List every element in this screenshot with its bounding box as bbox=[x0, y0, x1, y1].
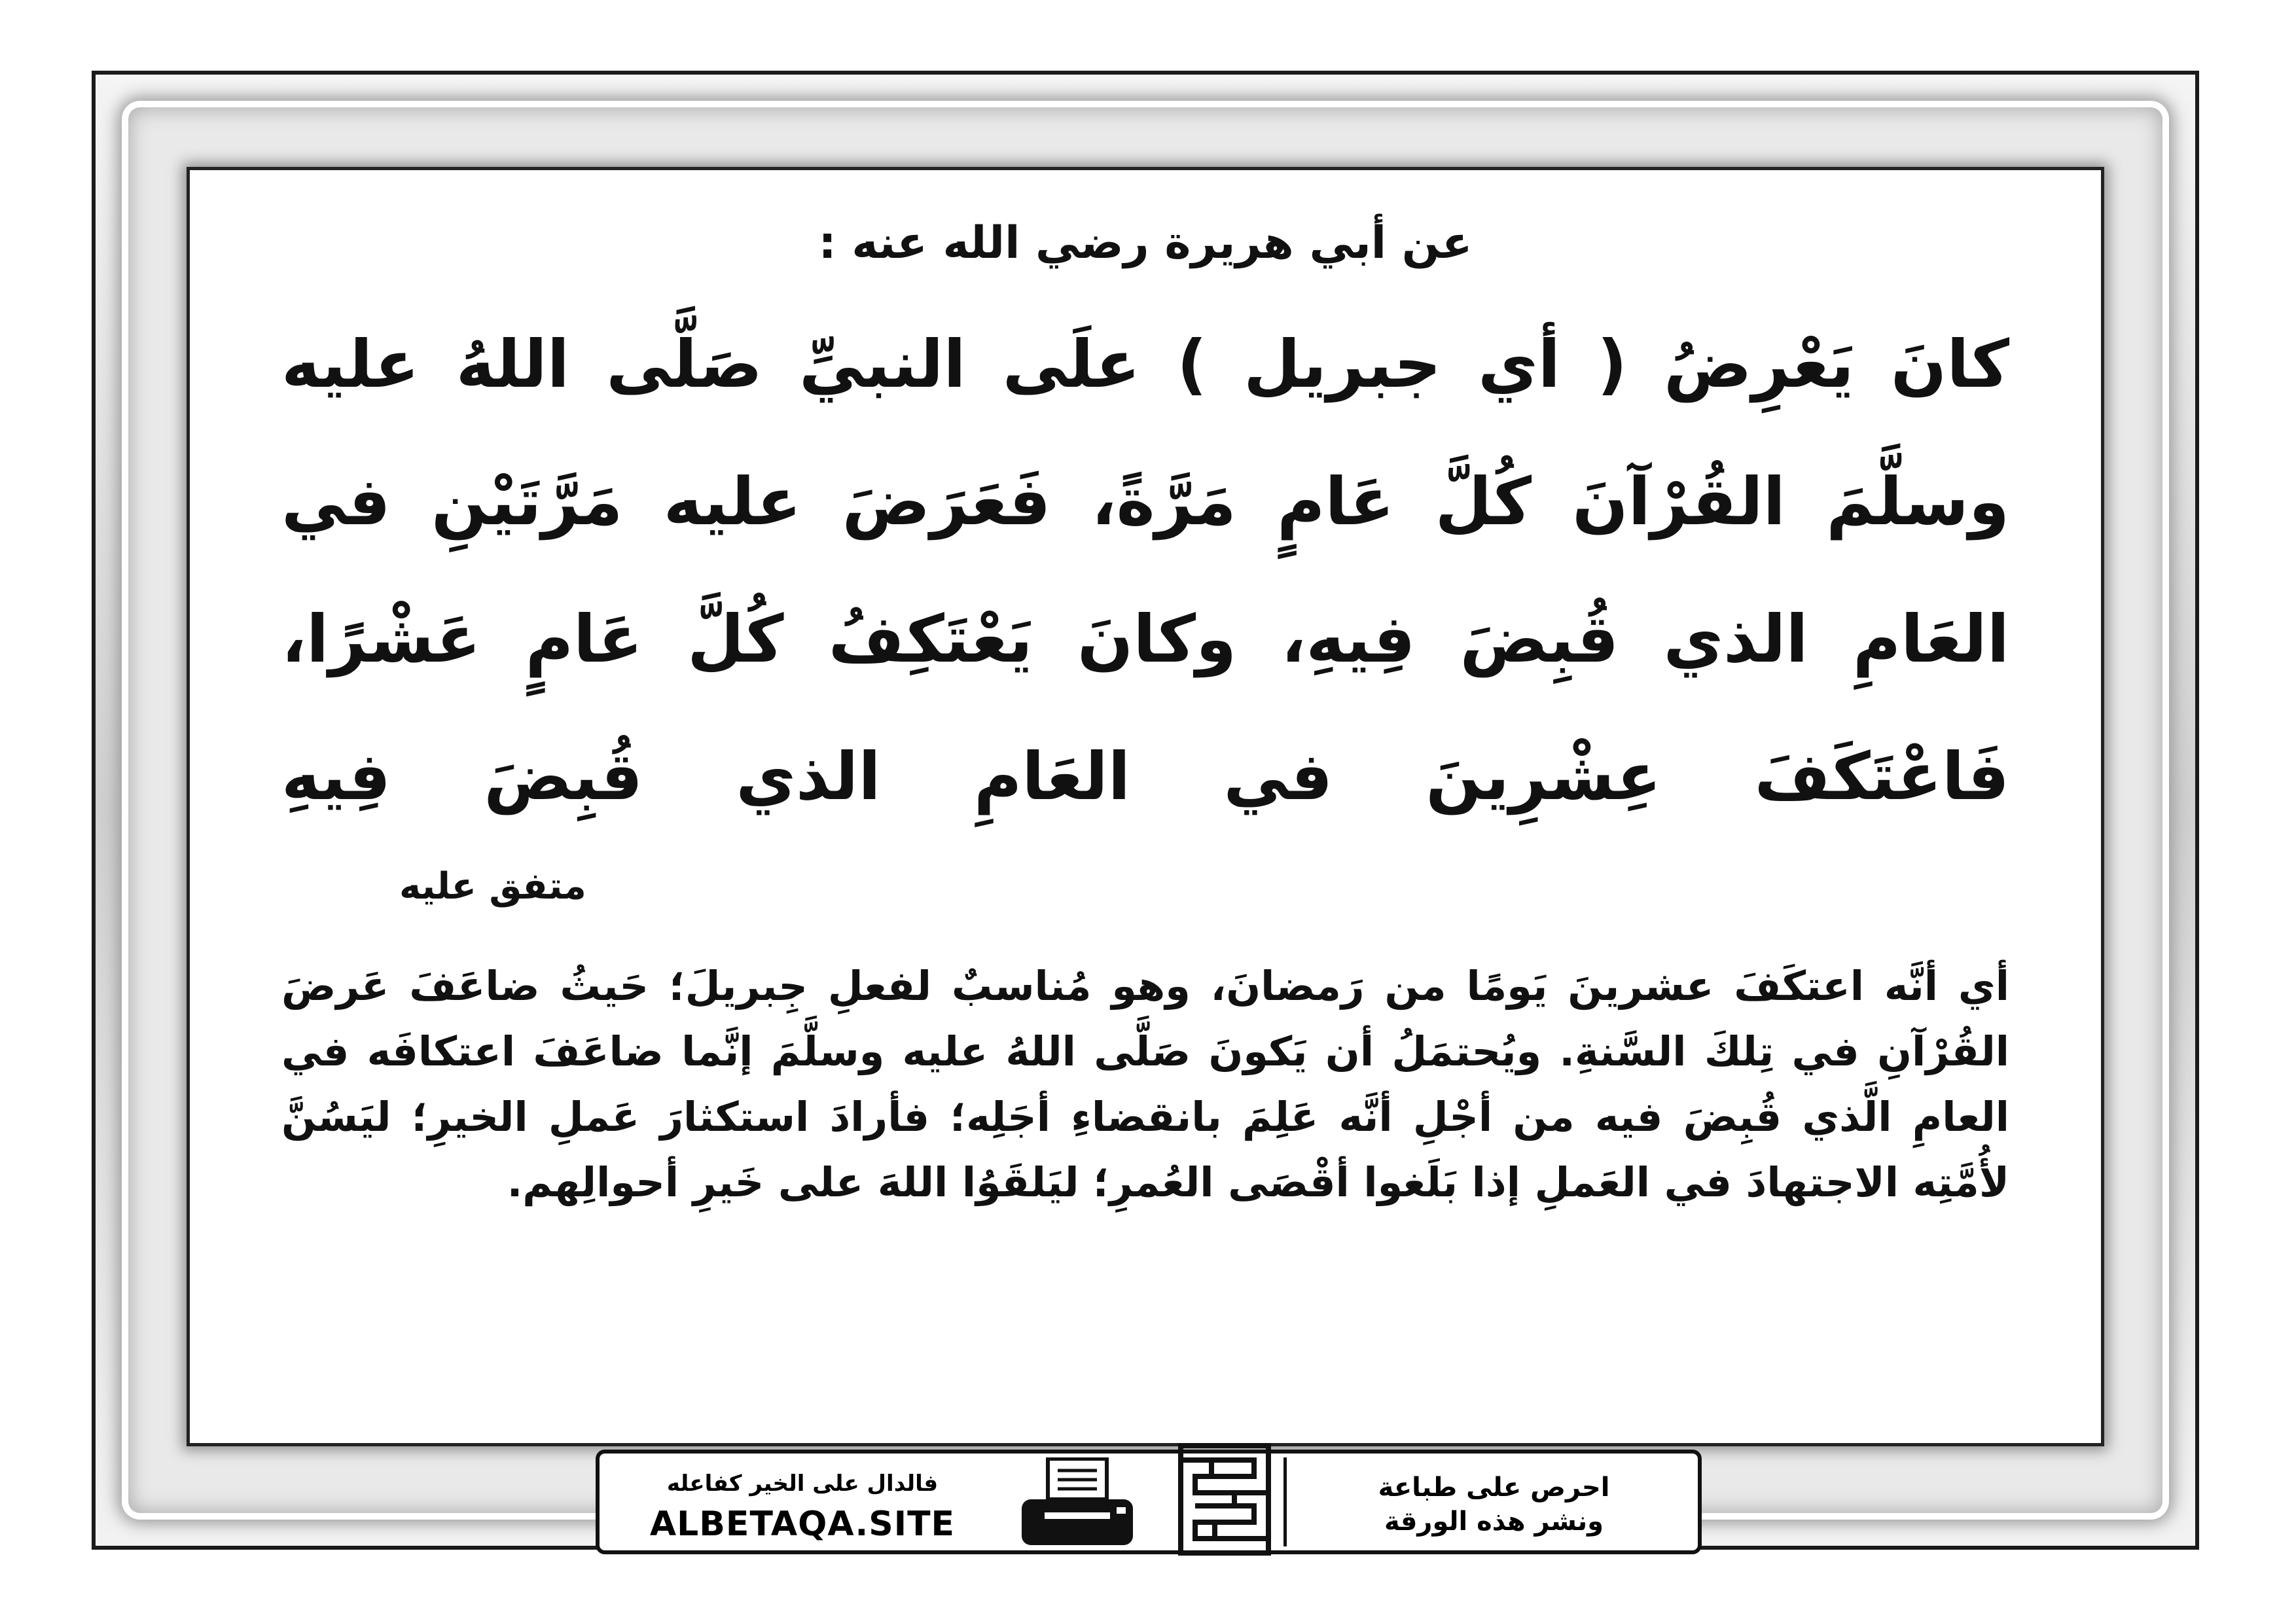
narrator-heading: عن أبي هريرة رضي الله عنه : bbox=[818, 217, 1473, 269]
printer-icon bbox=[1018, 1457, 1136, 1549]
footer-divider bbox=[1283, 1457, 1287, 1546]
appeal-line-1: احرص على طباعة bbox=[1378, 1472, 1610, 1503]
footer-site-block bbox=[600, 1454, 1005, 1550]
explanation-text: أي أنَّه اعتكَفَ عشرينَ يَومًا من رَمضانَ، وهو مُناسبٌ لفعلِ جِبريلَ؛ حَيثُ ضاعَفَ عَرضَ القُرْآنِ في تِلكَ السَّنةِ. ويُحتمَلُ أن يَكونَ صَلَّى اللهُ عليه وسلَّمَ إنَّما ضاعَفَ اعتكافَه في العامِ الَّذي قُبِضَ فيه من أجْلِ أنَّه عَلِمَ بانقضاءِ أجَلِه؛ فأرادَ استكثارَ عَملِ الخيرِ؛ ليَسُنَّ لأُمَّتِه الاجتهادَ في العَملِ إذا بَلَغوا أقْصَى العُمرِ؛ ليَلقَوُا اللهَ على خَيرِ أحوالِهم. bbox=[281, 962, 2009, 1206]
hadith-source: متفق عليه bbox=[399, 865, 586, 908]
footer-appeal-block bbox=[1290, 1454, 1698, 1550]
hadith-text: كانَ يَعْرِضُ ( أي جبريل ) علَى النبيِّ صَلَّى اللهُ عليه وسلَّمَ القُرْآنَ كُلَّ عَامٍ مَرَّةً، فَعَرَضَ عليه مَرَّتَيْنِ في العَامِ الذي قُبِضَ فِيهِ، وكانَ يَعْتَكِفُ كُلَّ عَامٍ عَشْرًا، فَاعْتَكَفَ عِشْرِينَ في العَامِ الذي قُبِضَ فِيهِ bbox=[281, 326, 2009, 815]
content-area bbox=[281, 170, 2009, 1215]
kufic-logo-icon bbox=[1175, 1440, 1274, 1558]
footer-bar bbox=[596, 1450, 1702, 1554]
site-link[interactable]: ALBETAQA.SITE bbox=[649, 1505, 956, 1544]
appeal-line-2: ونشر هذه الورقة bbox=[1384, 1507, 1604, 1537]
content-panel bbox=[187, 167, 2104, 1446]
footer-slogan: فالدال على الخير كفاعله bbox=[666, 1471, 939, 1497]
